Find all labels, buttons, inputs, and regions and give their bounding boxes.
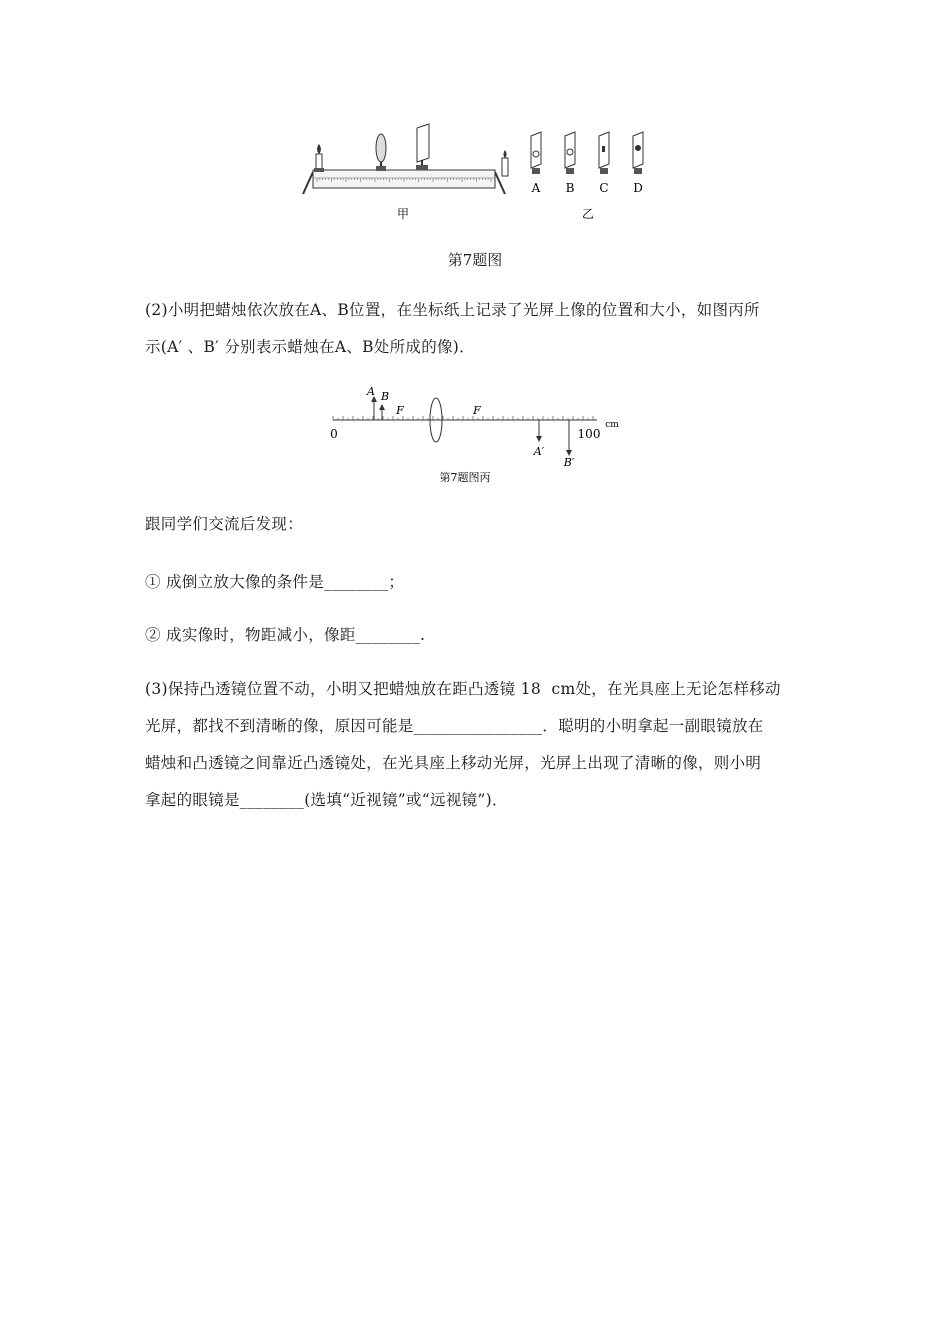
discussion-line: 跟同学们交流后发现： (145, 515, 304, 533)
option-screen-d (633, 132, 643, 174)
option-label-d: D (633, 181, 643, 195)
figure-bing-caption: 第7题图丙 (439, 471, 491, 484)
question-2-line-2: 示(A′ 、B′ 分别表示蜡烛在A、B处所成的像)． (145, 338, 475, 356)
figure-label-jia: 甲 (396, 207, 410, 221)
label-unit: cm (605, 420, 619, 430)
light-screen-icon (416, 124, 429, 170)
option-screen-c (599, 132, 609, 174)
label-zero: 0 (330, 427, 338, 441)
question-3-line-2: 光屏，都找不到清晰的像，原因可能是________________．聪明的小明拿起一副眼镜放在 (145, 717, 764, 735)
candle-icon (314, 144, 324, 172)
option-label-a: A (531, 181, 541, 195)
finding-2: ② 成实像时，物距减小，像距________. (145, 626, 426, 644)
finding-1: ① 成倒立放大像的条件是________； (145, 573, 405, 591)
question-3 (145, 671, 807, 819)
question-3-line-1: (3)保持凸透镜位置不动，小明又把蜡烛放在距凸透镜 18 cm处，在光具座上无论怎样移动 (145, 680, 781, 698)
question-2-line-1: (2)小明把蜡烛依次放在A、B位置，在坐标纸上记录了光屏上像的位置和大小，如图丙所 (145, 301, 760, 319)
label-100: 100 (577, 427, 601, 441)
label-b: B (380, 390, 390, 403)
figure-label-yi: 乙 (581, 207, 595, 221)
label-a: A (367, 386, 375, 398)
label-f-left: F (396, 404, 404, 417)
ray-diagram-figure (325, 386, 625, 486)
option-screen-b (565, 132, 575, 174)
option-label-b: B (565, 181, 575, 195)
optical-bench-figure (295, 120, 655, 230)
label-b-prime: B′ (563, 456, 575, 469)
candle-icon (502, 150, 508, 176)
question-3-line-3: 蜡烛和凸透镜之间靠近凸透镜处，在光具座上移动光屏，光屏上出现了清晰的像，则小明 (145, 754, 762, 772)
figure-caption: 第7题图 (447, 251, 503, 269)
option-screen-a (531, 132, 541, 174)
option-label-c: C (599, 181, 609, 195)
label-a-prime: A′ (533, 445, 545, 458)
convex-lens-icon (376, 134, 386, 171)
question-3-line-4: 拿起的眼镜是________(选填“近视镜”或“远视镜”)． (145, 791, 508, 809)
label-f-right: F (473, 404, 481, 417)
question-2 (145, 292, 807, 366)
